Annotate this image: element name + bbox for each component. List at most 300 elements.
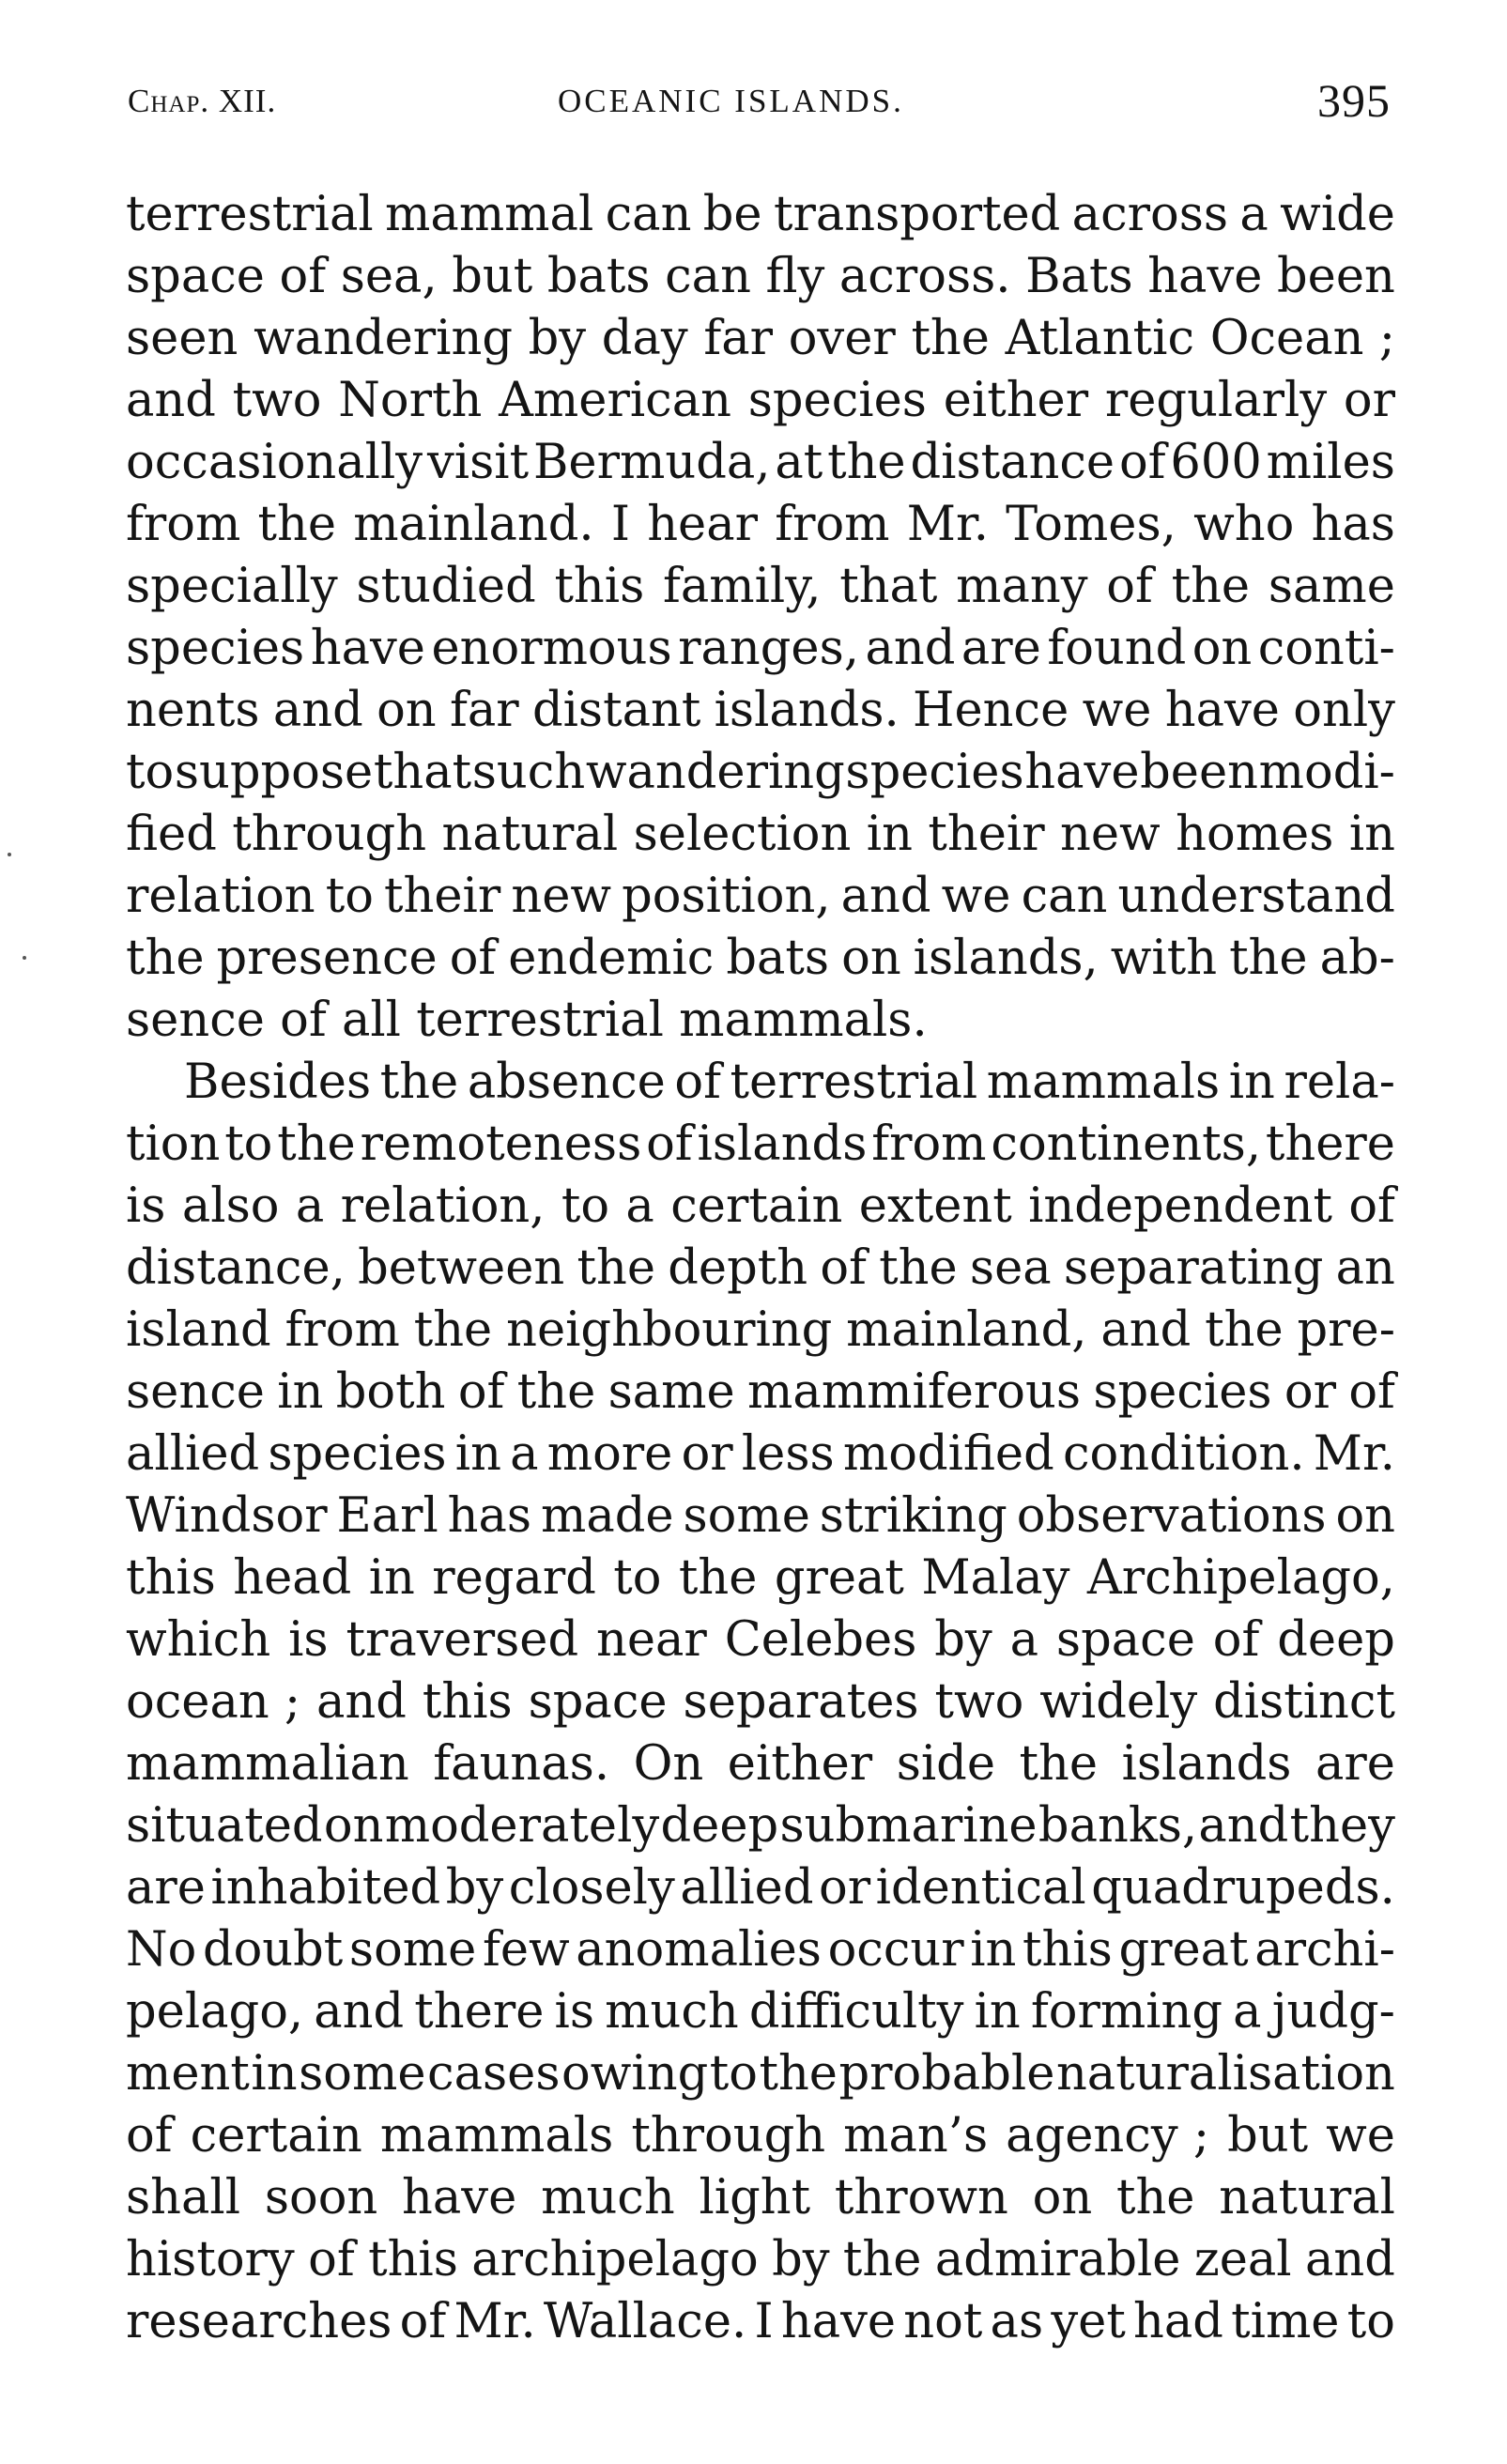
word: we [1082, 683, 1152, 738]
word: North [338, 373, 483, 428]
word: to [126, 745, 175, 800]
word: the [126, 931, 205, 986]
word: through [631, 2108, 826, 2164]
text-line [126, 2167, 1395, 2229]
word: and [1100, 1302, 1192, 1358]
word: has [447, 1488, 532, 1544]
word: this [554, 559, 645, 614]
word: inhabited [210, 1860, 441, 1916]
word: modi- [1258, 745, 1395, 800]
word: sence of all terrestrial mammals. [126, 993, 928, 1048]
word: terrestrial [730, 1055, 978, 1110]
word: are [1315, 1736, 1395, 1792]
word: be [702, 187, 762, 242]
word: or [1343, 373, 1395, 428]
word: species [845, 745, 1024, 800]
word: fied [126, 807, 217, 862]
word: island [126, 1302, 271, 1358]
word: a [625, 1178, 654, 1234]
word: mainland, [846, 1302, 1087, 1358]
word: wide [1280, 187, 1395, 242]
word: family, [662, 559, 822, 614]
margin-speck [23, 956, 26, 960]
word: side [896, 1736, 995, 1792]
page-number: 395 [1317, 74, 1391, 127]
word: also [181, 1178, 280, 1234]
word: in [866, 807, 913, 862]
word: of [457, 1364, 505, 1420]
word: of [1106, 559, 1153, 614]
word: to [325, 869, 374, 924]
word: selection [633, 807, 852, 862]
word: have [310, 621, 425, 676]
text-line [126, 1733, 1395, 1795]
word: from [775, 497, 890, 552]
word: hear [647, 497, 759, 552]
text-line [126, 1919, 1395, 1981]
word: their [384, 869, 501, 924]
word: islands [697, 1116, 868, 1172]
word: Windsor [126, 1488, 328, 1544]
word: far [449, 683, 519, 738]
word: some [348, 1922, 477, 1978]
word: this [126, 1550, 216, 1606]
word: ranges, [678, 621, 859, 676]
word: the [1229, 931, 1308, 986]
word: the [379, 1055, 459, 1110]
word: relation [126, 869, 315, 924]
word: presence [216, 931, 438, 986]
text-line [126, 990, 1395, 1052]
word: are [961, 621, 1041, 676]
word: are [126, 1860, 206, 1916]
word: that [839, 559, 938, 614]
word: distance [910, 435, 1115, 490]
word: across [1071, 187, 1229, 242]
word: species [1093, 1364, 1272, 1420]
word: made [540, 1488, 674, 1544]
word: can [605, 187, 692, 242]
word: of [1118, 435, 1166, 490]
word: Atlantic [1005, 311, 1195, 366]
word: by [934, 1612, 992, 1668]
word: or [1284, 1364, 1336, 1420]
word: remoteness [360, 1116, 642, 1172]
word: species [126, 621, 305, 676]
text-line [126, 2229, 1395, 2291]
word: Mr. [454, 2294, 536, 2349]
word: to [613, 1550, 662, 1606]
word: far [703, 311, 774, 366]
word: there [1265, 1116, 1395, 1172]
word: new [1060, 807, 1161, 862]
word: in [251, 2046, 298, 2102]
word: enormous [431, 621, 672, 676]
word: neighbouring [506, 1302, 833, 1358]
text-line [126, 556, 1395, 618]
word: same [607, 1364, 735, 1420]
word: an [1335, 1240, 1395, 1296]
word: less [741, 1426, 835, 1482]
text-line [126, 1486, 1395, 1548]
word: islands. [714, 683, 900, 738]
word: rela- [1284, 1055, 1395, 1110]
word: in [1348, 807, 1395, 862]
word: cases [427, 2046, 561, 2102]
word: the [678, 1550, 758, 1606]
word: on [1335, 1488, 1395, 1544]
word: but [452, 249, 533, 304]
word: have [1164, 683, 1280, 738]
word: some [683, 1488, 810, 1544]
word: history [126, 2232, 295, 2287]
word: quadrupeds. [1091, 1860, 1395, 1916]
word: the [827, 435, 906, 490]
text-line [126, 1362, 1395, 1424]
word: of [308, 2232, 355, 2287]
text-line [126, 2105, 1395, 2167]
word: by [772, 2232, 830, 2287]
word: zeal [1193, 2232, 1292, 2287]
word: new [511, 869, 612, 924]
word: Mr. [1313, 1426, 1395, 1482]
word: bats [546, 249, 651, 304]
word: or [681, 1426, 733, 1482]
word: and [1198, 1798, 1289, 1854]
word: we [1326, 2108, 1395, 2164]
word: been [1140, 745, 1259, 800]
text-line [126, 1114, 1395, 1176]
word: great [774, 1550, 904, 1606]
word: space [126, 249, 265, 304]
word: soon [264, 2170, 378, 2225]
word: bats [726, 931, 830, 986]
paragraph [126, 1052, 1395, 2353]
word: many [956, 559, 1088, 614]
word: owing [561, 2046, 709, 2102]
word: and [126, 373, 216, 428]
text-line [126, 1052, 1395, 1114]
word: I [754, 2294, 774, 2349]
word: occasionally [126, 435, 423, 490]
word: mammals [379, 2108, 614, 2164]
word: few [482, 1922, 570, 1978]
word: traversed [346, 1612, 579, 1668]
word: space [528, 1674, 668, 1730]
word: a [295, 1178, 325, 1234]
word: the [1019, 1736, 1099, 1792]
word: of [820, 1240, 867, 1296]
word: archi- [1254, 1922, 1395, 1978]
word: same [1268, 559, 1395, 614]
word: have [402, 2170, 517, 2225]
word: deep [1277, 1612, 1395, 1668]
text-line [126, 494, 1395, 556]
text-line [126, 618, 1395, 680]
word: archipelago [471, 2232, 759, 2287]
word: we [941, 869, 1011, 924]
word: in [1228, 1055, 1275, 1110]
word: anomalies [576, 1922, 822, 1978]
word: deep [660, 1798, 779, 1854]
word: with [1110, 931, 1218, 986]
word: regularly [1104, 373, 1328, 428]
word: sence [126, 1364, 265, 1420]
word: tion [126, 1116, 221, 1172]
word: from [126, 497, 241, 552]
word: time [1231, 2294, 1340, 2349]
word: this [1023, 1922, 1113, 1978]
word: species [268, 1426, 447, 1482]
word: mammalian [126, 1736, 409, 1792]
word: and [316, 1674, 407, 1730]
word: the [577, 1240, 656, 1296]
word: and [1305, 2232, 1395, 2287]
text-line [126, 928, 1395, 990]
word: more [546, 1426, 673, 1482]
word: of [449, 931, 497, 986]
word: can [1021, 869, 1108, 924]
word: No [126, 1922, 197, 1978]
word: mainland. [353, 497, 594, 552]
word: submarine [779, 1798, 1038, 1854]
word: such [471, 745, 586, 800]
word: a [1239, 187, 1269, 242]
word: terrestrial [126, 187, 374, 242]
text-line [126, 2043, 1395, 2105]
word: from [871, 1116, 987, 1172]
word: day [601, 311, 688, 366]
word: two [232, 373, 322, 428]
word: two [934, 1674, 1024, 1730]
word: occur [827, 1922, 964, 1978]
word: the [1115, 2170, 1195, 2225]
word: much [605, 1984, 739, 2040]
text-line [126, 246, 1395, 308]
word: regard [432, 1550, 596, 1606]
word: in [368, 1550, 415, 1606]
word: probable [838, 2046, 1055, 2102]
word: American [499, 373, 731, 428]
word: moderately [384, 1798, 660, 1854]
word: independent [1028, 1178, 1332, 1234]
word: suppose [174, 745, 374, 800]
word: wandering [254, 311, 513, 366]
word: Celebes [724, 1612, 917, 1668]
word: been [1277, 249, 1395, 304]
word: allied [126, 1426, 260, 1482]
word: and [272, 683, 363, 738]
word: yet [1051, 2294, 1126, 2349]
word: Bats [1025, 249, 1133, 304]
word: I [610, 497, 630, 552]
word: across. [838, 249, 1011, 304]
word: doubt [202, 1922, 344, 1978]
word: natural [1219, 2170, 1395, 2225]
word: space [1055, 1612, 1195, 1668]
word: to [561, 1178, 610, 1234]
word: Earl [336, 1488, 438, 1544]
text-line [126, 742, 1395, 804]
word: is [126, 1178, 166, 1234]
word: identical [875, 1860, 1086, 1916]
word: extent [858, 1178, 1012, 1234]
word: on [1192, 621, 1253, 676]
word: some [299, 2046, 426, 2102]
paragraph [126, 184, 1395, 1052]
word: mammals [986, 1055, 1221, 1110]
word: certain [190, 2108, 362, 2164]
word: miles [1266, 435, 1395, 490]
word: is [554, 1984, 595, 2040]
text-line [126, 2291, 1395, 2353]
word: endemic [508, 931, 715, 986]
word: Wallace. [543, 2294, 747, 2349]
word: in [454, 1426, 501, 1482]
word: the [879, 1240, 958, 1296]
word: relation, [340, 1178, 546, 1234]
text-line [126, 1795, 1395, 1857]
word: naturalisation [1055, 2046, 1395, 2102]
text-line [126, 1300, 1395, 1362]
text-line [126, 432, 1395, 494]
word: mammiferous [747, 1364, 1082, 1420]
word: as [990, 2294, 1044, 2349]
word: the [1171, 559, 1251, 614]
word: transported [773, 187, 1061, 242]
word: man’s [843, 2108, 989, 2164]
word: both [335, 1364, 446, 1420]
word: closely [508, 1860, 675, 1916]
word: agency ; [1006, 2108, 1210, 2164]
word: much [541, 2170, 675, 2225]
word: is [288, 1612, 329, 1668]
word: between [358, 1240, 565, 1296]
word: had [1133, 2294, 1223, 2349]
word: researches [126, 2294, 392, 2349]
word: Malay [921, 1550, 1070, 1606]
word: on [377, 683, 437, 738]
word: On [633, 1736, 704, 1792]
word: the [759, 2046, 838, 2102]
word: observations [1016, 1488, 1327, 1544]
word: from [284, 1302, 400, 1358]
word: seen [126, 311, 238, 366]
word: in [277, 1364, 324, 1420]
word: have [1147, 249, 1263, 304]
word: 600 [1170, 435, 1262, 490]
word: pre- [1297, 1302, 1395, 1358]
word: forming [1030, 1984, 1223, 2040]
word: continents, [991, 1116, 1262, 1172]
word: islands, [913, 931, 1099, 986]
word: and [840, 869, 931, 924]
word: and [865, 621, 956, 676]
word: there [414, 1984, 545, 2040]
word: head [233, 1550, 352, 1606]
text-line [126, 1548, 1395, 1609]
word: to [709, 2046, 758, 2102]
word: in [970, 1922, 1017, 1978]
word: on [323, 1798, 384, 1854]
word: homes [1176, 807, 1334, 862]
word: by [445, 1860, 504, 1916]
text-line [126, 1671, 1395, 1733]
word: of [399, 2294, 447, 2349]
word: condition. [1062, 1426, 1305, 1482]
word: of [1348, 1178, 1395, 1234]
word: position, [622, 869, 831, 924]
word: Archipelago, [1086, 1550, 1395, 1606]
word: studied [356, 559, 536, 614]
body-text [126, 184, 1395, 2353]
word: mammal [385, 187, 594, 242]
word: on [1032, 2170, 1093, 2225]
word: of [1212, 1612, 1260, 1668]
word: that [373, 745, 472, 800]
word: great [1118, 1922, 1249, 1978]
word: either [727, 1736, 873, 1792]
word: understand [1117, 869, 1395, 924]
word: sea, [340, 249, 438, 304]
word: this [422, 1674, 513, 1730]
word: visit [426, 435, 530, 490]
word: shall [126, 2170, 241, 2225]
word: of [674, 1055, 721, 1110]
text-line [126, 1238, 1395, 1300]
word: of [126, 2108, 173, 2164]
word: striking [819, 1488, 1007, 1544]
text-line [126, 370, 1395, 432]
word: but [1227, 2108, 1309, 2164]
text-line [126, 1424, 1395, 1486]
text-line [126, 1609, 1395, 1671]
word: specially [126, 559, 338, 614]
word: of [279, 249, 327, 304]
word: thrown [834, 2170, 1008, 2225]
word: ocean ; [126, 1674, 301, 1730]
word: a [1009, 1612, 1039, 1668]
margin-speck [8, 853, 11, 856]
word: Tomes, [1006, 497, 1176, 552]
word: have [1024, 745, 1140, 800]
word: or [819, 1860, 871, 1916]
word: have [780, 2294, 897, 2349]
word: certain [670, 1178, 843, 1234]
word: either [943, 373, 1089, 428]
text-line [126, 184, 1395, 246]
word: nents [126, 683, 260, 738]
word: allied [680, 1860, 814, 1916]
word: the [1205, 1302, 1284, 1358]
word: of [1348, 1364, 1395, 1420]
text-line [126, 308, 1395, 370]
word: natural [441, 807, 619, 862]
word: the [257, 497, 337, 552]
word: has [1311, 497, 1395, 552]
word: only [1293, 683, 1395, 738]
word: of [646, 1116, 693, 1172]
word: and [314, 1984, 405, 2040]
word: species [747, 373, 927, 428]
text-line [126, 866, 1395, 928]
word: faunas. [433, 1736, 610, 1792]
word: wandering [585, 745, 845, 800]
word: not [903, 2294, 983, 2349]
word: to [1346, 2294, 1395, 2349]
word: ab- [1319, 931, 1395, 986]
word: in [974, 1984, 1021, 2040]
